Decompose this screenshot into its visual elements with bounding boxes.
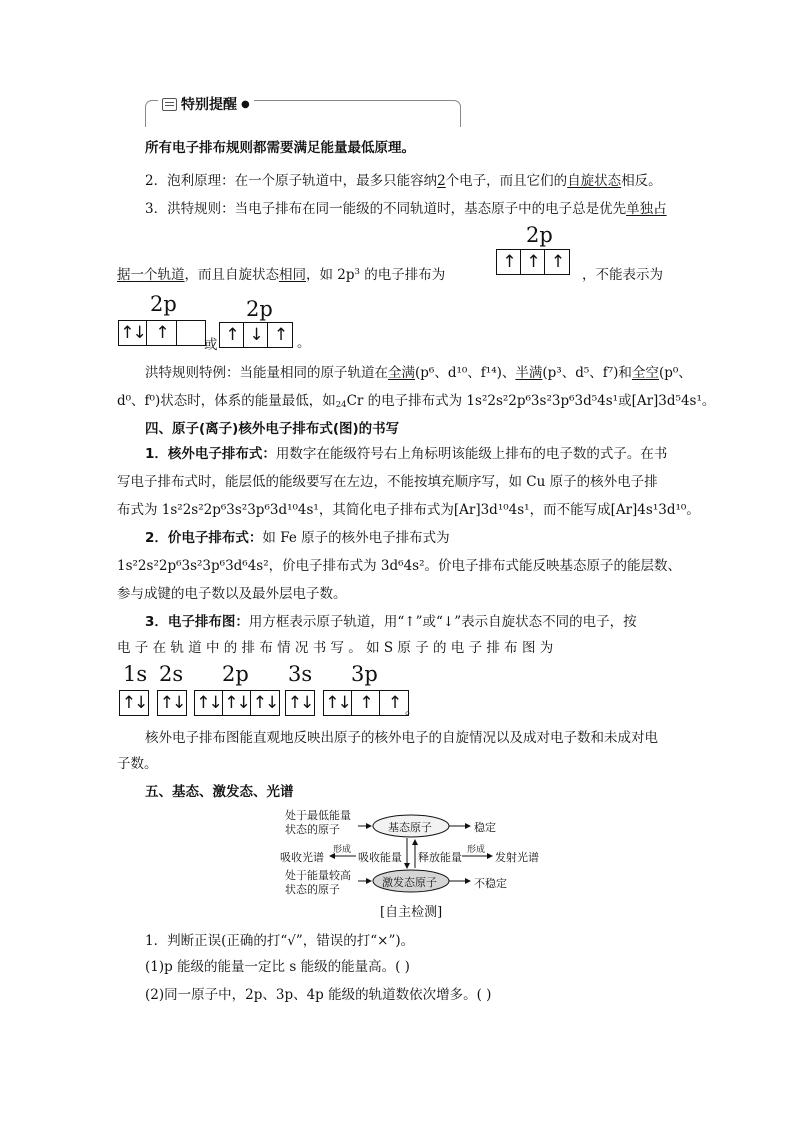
- higher-energy-label-2: 状态的原子: [285, 883, 340, 896]
- hs-cr-sub: 24: [335, 400, 347, 410]
- orbital-cell: ↑: [220, 323, 244, 347]
- pauli-num: 2: [437, 173, 446, 189]
- orbital-cell: ↑: [497, 250, 521, 274]
- form-label-1: 形成: [333, 845, 352, 855]
- orbital-cell: ↑↓: [119, 321, 147, 345]
- dot-icon: ●: [241, 98, 250, 110]
- s4-p4-line2: 子数。: [117, 756, 158, 772]
- ground-state-label: 基态原子: [388, 821, 432, 834]
- orbital-label-3p: 3p: [351, 662, 378, 686]
- orbital-cell: ↓: [244, 323, 268, 347]
- release-energy-label: 释放能量: [418, 851, 462, 864]
- orbital-label-2s: 2s: [159, 662, 184, 686]
- orbital-label-3s: 3s: [288, 662, 313, 686]
- hs-empty-ex: (p⁰、: [658, 365, 692, 381]
- question-1: 1．判断正误(正确的打“√”，错误的打“×”)。: [145, 933, 415, 949]
- reminder-title: 特别提醒: [181, 97, 237, 113]
- self-check-title: [自主检测]: [380, 905, 443, 920]
- section4-title: 四、原子(离子)核外电子排布式(图)的书写: [145, 421, 400, 437]
- question-1-2: (2)同一原子中，2p、3p、4p 能级的轨道数依次增多。( ): [145, 987, 492, 1003]
- period: 。: [405, 702, 419, 718]
- orbital-cell: ↑: [147, 321, 177, 345]
- s4-p2-line2: 1s²2s²2p⁶3s²3p⁶3d⁶4s²，价电子排布式为 3d⁶4s²。价电子排布式能反映基态原子的能层数、: [117, 558, 682, 574]
- question-1-1: (1)p 能级的能量一定比 s 能级的能量高。( ): [145, 959, 410, 975]
- hs-l1: 洪特规则特例：当能量相同的原子轨道在: [145, 365, 388, 381]
- orbital-label-2p: 2p: [222, 662, 249, 686]
- orbital-label-1s: 1s: [123, 662, 148, 686]
- s4-p3-label: 3．电子排布图：: [145, 614, 249, 630]
- absorb-energy-label: 吸收能量: [358, 851, 402, 864]
- orbital-cell: ↑: [387, 693, 401, 713]
- hund-l2-suffix: ，不能表示为: [582, 267, 663, 283]
- hund-l2-sup: 3: [354, 267, 360, 277]
- s4-p3-l1: 用方框表示原子轨道，用“↑”或“↓”表示自旋状态不同的电子，按: [248, 614, 637, 630]
- lowest-energy-label-1: 处于最低能量: [285, 809, 351, 822]
- s4-p1-line3: 布式为 1s²2s²2p⁶3s²3p⁶3d¹⁰4s¹，其简化电子排布式为[Ar]3d¹⁰4s¹，而不能写成[Ar]4s¹3d¹⁰。: [117, 502, 700, 518]
- s4-p1-line2: 写电子排布式时，能层低的能级要写在左边，不能按填充顺序写，如 Cu 原子的核外电子排: [117, 474, 658, 490]
- s4-p2-l1: 如 Fe 原子的核外电子排布式为: [262, 530, 450, 546]
- s4-p3-line2: 电 子 在 轨 道 中 的 排 布 情 况 书 写 。 如 S 原 子 的 电 子 排 布 图 为: [117, 640, 554, 656]
- s4-p2-label: 2．价电子排布式：: [145, 530, 263, 546]
- orbital-cell: ↑: [352, 691, 380, 715]
- hund-l2-underline2: 相同: [279, 267, 306, 283]
- lowest-energy-label-2: 状态的原子: [285, 823, 340, 836]
- hund-l2-mid3: 的电子排布为: [359, 267, 446, 283]
- hs-half-ex: (p³、d⁵、f⁷)和: [542, 365, 632, 381]
- orbital-cell: ↑: [550, 252, 564, 272]
- emission-spectrum-label: 发射光谱: [495, 851, 539, 864]
- absorption-spectrum-label: 吸收光谱: [280, 851, 324, 864]
- orbital-cell: ↑↓: [287, 693, 313, 713]
- orbital-cell: ↑: [273, 325, 287, 345]
- hs-half: 半满: [515, 365, 543, 381]
- excited-state-label: 激发态原子: [382, 876, 437, 889]
- unstable-label: 不稳定: [474, 877, 507, 890]
- orbital-label-2p: 2p: [526, 223, 553, 247]
- orbital-label-2p: 2p: [246, 297, 273, 321]
- hund-l1-underline: 单独占: [626, 201, 667, 217]
- orbital-cell: ↑↓: [121, 693, 147, 713]
- period: 。: [297, 335, 311, 351]
- form-label-2: 形成: [467, 845, 486, 855]
- higher-energy-label-1: 处于能量较高: [285, 869, 351, 882]
- hund-l2-mid2: ，如 2p: [306, 267, 355, 283]
- s4-p2-line3: 参与成键的电子数以及最外层电子数。: [117, 586, 347, 602]
- hs-full: 全满: [388, 365, 415, 381]
- s4-p1-label: 1．核外电子排布式：: [145, 446, 276, 462]
- hund-l2-mid: ，而且自旋状态: [184, 267, 279, 283]
- pauli-spin: 自旋状态: [567, 173, 622, 189]
- orbital-label-2p: 2p: [150, 292, 177, 316]
- pauli-suffix: 相反。: [621, 173, 662, 189]
- hs-full-ex: (p⁶、d¹⁰、f¹⁴)、: [415, 365, 516, 381]
- orbital-cell: ↑: [521, 250, 545, 274]
- orbital-cell: ↑↓: [324, 691, 352, 715]
- hs-l2: d⁰、f⁰)状态时，体系的能量最低，如: [117, 393, 336, 409]
- orbital-cell: ↑↓: [159, 693, 185, 713]
- orbital-cell: ↑↓: [195, 691, 223, 715]
- s4-p4-line1: 核外电子排布图能直观地反映出原子的核外电子的自旋情况以及成对电子数和未成对电: [145, 730, 658, 746]
- orbital-cell: ↑↓: [252, 693, 278, 713]
- hund-l2-underline1: 据一个轨道: [117, 267, 185, 283]
- reminder-text: 所有电子排布规则都需要满足能量最低原理。: [145, 140, 415, 156]
- pauli-prefix: 2．泡利原理：在一个原子轨道中，最多只能容纳: [145, 173, 438, 189]
- orbital-cell: ↑↓: [223, 691, 251, 715]
- s4-p1-l1: 用数字在能级符号右上角标明该能级上排布的电子数的式子。在书: [275, 446, 668, 462]
- hs-l2-rest: Cr 的电子排布式为 1s²2s²2p⁶3s²3p⁶3d⁵4s¹或[Ar]3d⁵4s¹。: [346, 393, 716, 409]
- pauli-mid: 个电子，而且它们的: [445, 173, 568, 189]
- section5-title: 五、基态、激发态、光谱: [145, 784, 294, 800]
- hs-empty: 全空: [631, 365, 659, 381]
- or-text: 或: [204, 337, 218, 353]
- stable-label: 稳定: [474, 821, 496, 834]
- hund-l1-prefix: 3．洪特规则：当电子排布在同一能级的不同轨道时，基态原子中的电子总是优先: [145, 201, 627, 217]
